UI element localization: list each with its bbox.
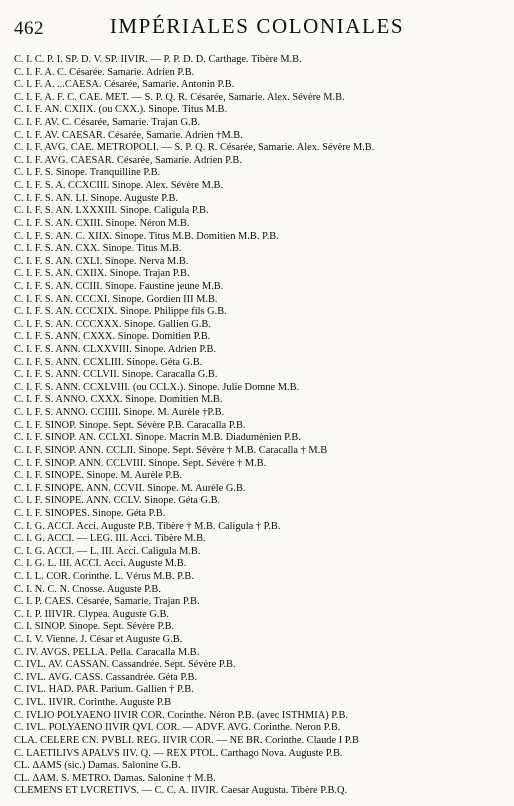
list-item [14,268,510,281]
list-item [14,571,510,584]
list-item-text: C. I. F. S. ANNO. CCIIII. Sinope. M. Aurèle †P.B. [14,407,225,419]
list-item-text: C. I. F. S. AN. CCCXXX. Sinope. Gallien G.B. [14,318,211,330]
list-item-text: C. IVL. IIVIR. Corinthe. Auguste P.B [14,697,172,709]
list-item-text: C. IVLIO POLYAENO IIVIR COR. Corinthe. Néron P.B. (avec ISTHMIA) P.B. [14,709,349,721]
list-item [14,773,510,786]
list-item-text: C. I. F. S. AN. CCCXI. Sinope. Gordien III M.B. [14,293,218,305]
page-header [0,8,514,42]
list-item [14,92,510,105]
list-item [14,533,510,546]
list-item-text: C. I. F. S. AN. CXIII. Sinope. Néron M.B. [14,217,190,229]
list-item-text: C. I. SINOP. Sinope. Sept. Sévère P.B. [14,621,175,633]
list-item-text: C. I. G. ACCI. Acci. Auguste P.B. Tibère † M.B. Caligula † P.B. [14,520,281,532]
list-item-text: C. IV. AVGS. PELLA. Pella. Caracalla M.B. [14,646,200,658]
list-item [14,647,510,660]
list-item [14,180,510,193]
list-item [14,142,510,155]
list-item-text: C. I. F. AVG. CAE. METROPOLI. — S. P. Q. R. Césarée, Samarie. Alex. Sévère M.B. [14,142,375,154]
list-item-text: C. I. F. SINOP. AN. CCLXI. Sinope. Macrin M.B. Diadumènien P.B. [14,432,301,444]
list-item [14,684,510,697]
list-item-text: C. I. F. S. ANN. CCLVII. Sinope. Caracalla G.B. [14,369,218,381]
list-item-text: C. I. F. S. AN. CXLI. Sinope. Nerva M.B. [14,255,189,267]
list-item [14,382,510,395]
list-item [14,117,510,130]
list-item [14,609,510,622]
list-item-text: C. I. P. IIIVIR. Clypea. Auguste G.B. [14,608,169,620]
list-item [14,243,510,256]
list-item-text: C. I. F. S. ANN. CCXLIII. Sinope. Géta G.B. [14,356,203,368]
list-item-text: C. I. F. S. AN. CXX. Sinope. Titus M.B. [14,243,182,255]
list-item [14,710,510,723]
list-item-text: C. I. G. L. III. ACCI. Acci. Auguste M.B. [14,558,187,570]
list-item [14,470,510,483]
list-item-text: CLA. CELERE CN. PVBLI. REG. IIVIR COR. — NE BR. Corinthe. Claude I P.B [14,734,359,746]
list-item-text: C. I. F. A. F. C. CAE. MET. — S. P. Q. R. Césarée, Samarie. Alex. Sévère M.B. [14,91,345,103]
list-item-text: C. IVL. AVG. CASS. Cassandrée. Géta P.B. [14,671,198,683]
list-item [14,672,510,685]
list-item [14,495,510,508]
list-item [14,67,510,80]
list-item [14,256,510,269]
list-item [14,483,510,496]
list-item-text: C. I. F. A. ...CAESA. Césarée, Samarie. Antonin P.B. [14,79,235,91]
list-item-text: C. I. F. SINOP. Sinope. Sept. Sévère P.B. Caracalla P.B. [14,419,246,431]
list-item [14,79,510,92]
list-item [14,319,510,332]
list-item-text: C. I. F. S. AN. CCCXIX. Sinope. Philippe fils G.B. [14,306,227,318]
list-item-text: C. I. F. S. Sinope. Tranquilline P.B. [14,167,161,179]
list-item [14,521,510,534]
list-item [14,760,510,773]
list-item-text: C. I. N. C. N. Cnosse. Auguste P.B. [14,583,161,595]
list-item-text: C. I. F. S. AN. C. XIIX. Sinope. Titus M.B. Domitien M.B. P.B. [14,230,279,242]
list-item [14,722,510,735]
entry-list [14,54,510,798]
list-item-text: C. I. F. AV. C. Césarée, Samarie. Trajan G.B. [14,117,201,129]
list-item-text: C. I. F. A. C. Césarée. Samarie. Adrien P.B. [14,66,195,78]
list-item [14,748,510,761]
page-number: 462 [14,18,44,39]
list-item [14,558,510,571]
list-item-text: C. I. F. S. ANN. CXXX. Sinope. Domitien P.B. [14,331,211,343]
list-item [14,407,510,420]
list-item [14,281,510,294]
list-item [14,785,510,798]
list-item [14,659,510,672]
list-item [14,735,510,748]
list-item [14,697,510,710]
list-item-text: C. I. C. P. I. SP. D. V. SP. IIVIR. — P. P. D. D. Carthage. Tibère M.B. [14,54,302,65]
list-item [14,445,510,458]
list-item-text: C. I. F. SINOP. ANN. CCLVIII. Sinope. Sept. Sévère † M.B. [14,457,267,469]
list-item-text: C. I. F. S. AN. CCIII. Sinope. Faustine jeune M.B. [14,280,224,292]
list-item [14,130,510,143]
list-item-text: C. I. L. COR. Corinthe. L. Vérus M.B. P.B. [14,570,194,582]
list-item [14,306,510,319]
list-item [14,231,510,244]
list-item-text: C. I. F. S. ANN. CCXLVIII. (ou CCLX.). Sinope. Julie Domne M.B. [14,381,300,393]
list-item-text: C. I. P. CAES. Césarée, Samarie. Trajan P.B. [14,596,200,608]
list-item-text: C. I. F. AN. CXIIX. (ou CXX.). Sinope. Titus M.B. [14,104,228,116]
list-item [14,369,510,382]
list-item-text: C. I. G. ACCI. — L. III. Acci. Caligula M.B. [14,545,201,557]
list-item [14,432,510,445]
list-item [14,294,510,307]
list-item [14,193,510,206]
list-item-text: C. I. G. ACCI. — LEG. III. Acci. Tibère M.B. [14,533,206,545]
list-item-text: C. I. F. SINOPE. ANN. CCVII. Sinope. M. Aurèle G.B. [14,482,246,494]
list-item-text: CLEMENS ET LVCRETIVS. — C. C. A. IIVIR. Caesar Augusta. Tibère P.B.Q. [14,785,348,797]
list-item-text: C. IVL. AV. CASSAN. Cassandrée. Sept. Sévère P.B. [14,659,236,671]
list-item-text: C. IVL. POLYAENO IIVIR QVI. COR. — ADVF. AVG. Corinthe. Neron P.B. [14,722,341,734]
list-item-text: C. I. F. SINOPE. ANN. CCLV. Sinope. Géta G.B. [14,495,221,507]
list-item [14,331,510,344]
list-item-text: C. I. F. SINOPES. Sinope. Géta P.B. [14,507,166,519]
list-item [14,458,510,471]
list-item-text: C. I. F. AVG. CAESAR. Césarée, Samarie. Adrien P.B. [14,154,242,166]
list-item [14,357,510,370]
list-item [14,621,510,634]
list-item [14,420,510,433]
list-item-text: CL. ΔAM. S. METRO. Damas. Salonine † M.B. [14,772,216,784]
list-item [14,155,510,168]
list-item-text: C. I. F. S. A. CCXCIII. Sinope. Alex. Sévère M.B. [14,180,224,192]
list-item-text: C. I. F. S. ANN. CLXXVIII. Sinope. Adrien P.B. [14,344,217,356]
list-item-text: C. I. F. S. ANNO. CXXX. Sinope. Domitien M.B. [14,394,223,406]
list-item [14,546,510,559]
page-title: IMPÉRIALES COLONIALES [109,14,405,38]
list-item-text: C. I. V. Vienne. J. César et Auguste G.B. [14,634,183,646]
list-item-text: C. I. F. SINOP. ANN. CCLII. Sinope. Sept. Sévère † M.B. Caracalla † M.B [14,444,328,456]
list-item [14,205,510,218]
list-item [14,54,510,67]
list-item-text: C. I. F. S. AN. CXIIX. Sinope. Trajan P.B. [14,268,190,280]
list-item [14,508,510,521]
list-item-text: C. I. F. S. AN. LXXXIII. Sinope. Caligula P.B. [14,205,209,217]
list-item [14,344,510,357]
list-item-text: CL. ΔAMS (sic.) Damas. Salonine G.B. [14,760,181,772]
list-item-text: C. IVL. HAD. PAR. Parium. Gallien † P.B. [14,684,194,696]
list-item [14,634,510,647]
list-item-text: C. I. F. S. AN. LI. Sinope. Auguste P.B. [14,192,178,204]
list-item-text: C. I. F. AV. CAESAR. Césarée, Samarie. Adrien †M.B. [14,129,243,141]
list-item [14,104,510,117]
list-item [14,167,510,180]
list-item-text: C. LAETILIVS APALVS IIV. Q. — REX PTOL. Carthago Nova. Auguste P.B. [14,747,343,759]
list-item [14,596,510,609]
list-item-text: C. I. F. SINOPE. Sinope. M. Aurèle P.B. [14,470,183,482]
list-item [14,394,510,407]
list-item [14,584,510,597]
list-item [14,218,510,231]
